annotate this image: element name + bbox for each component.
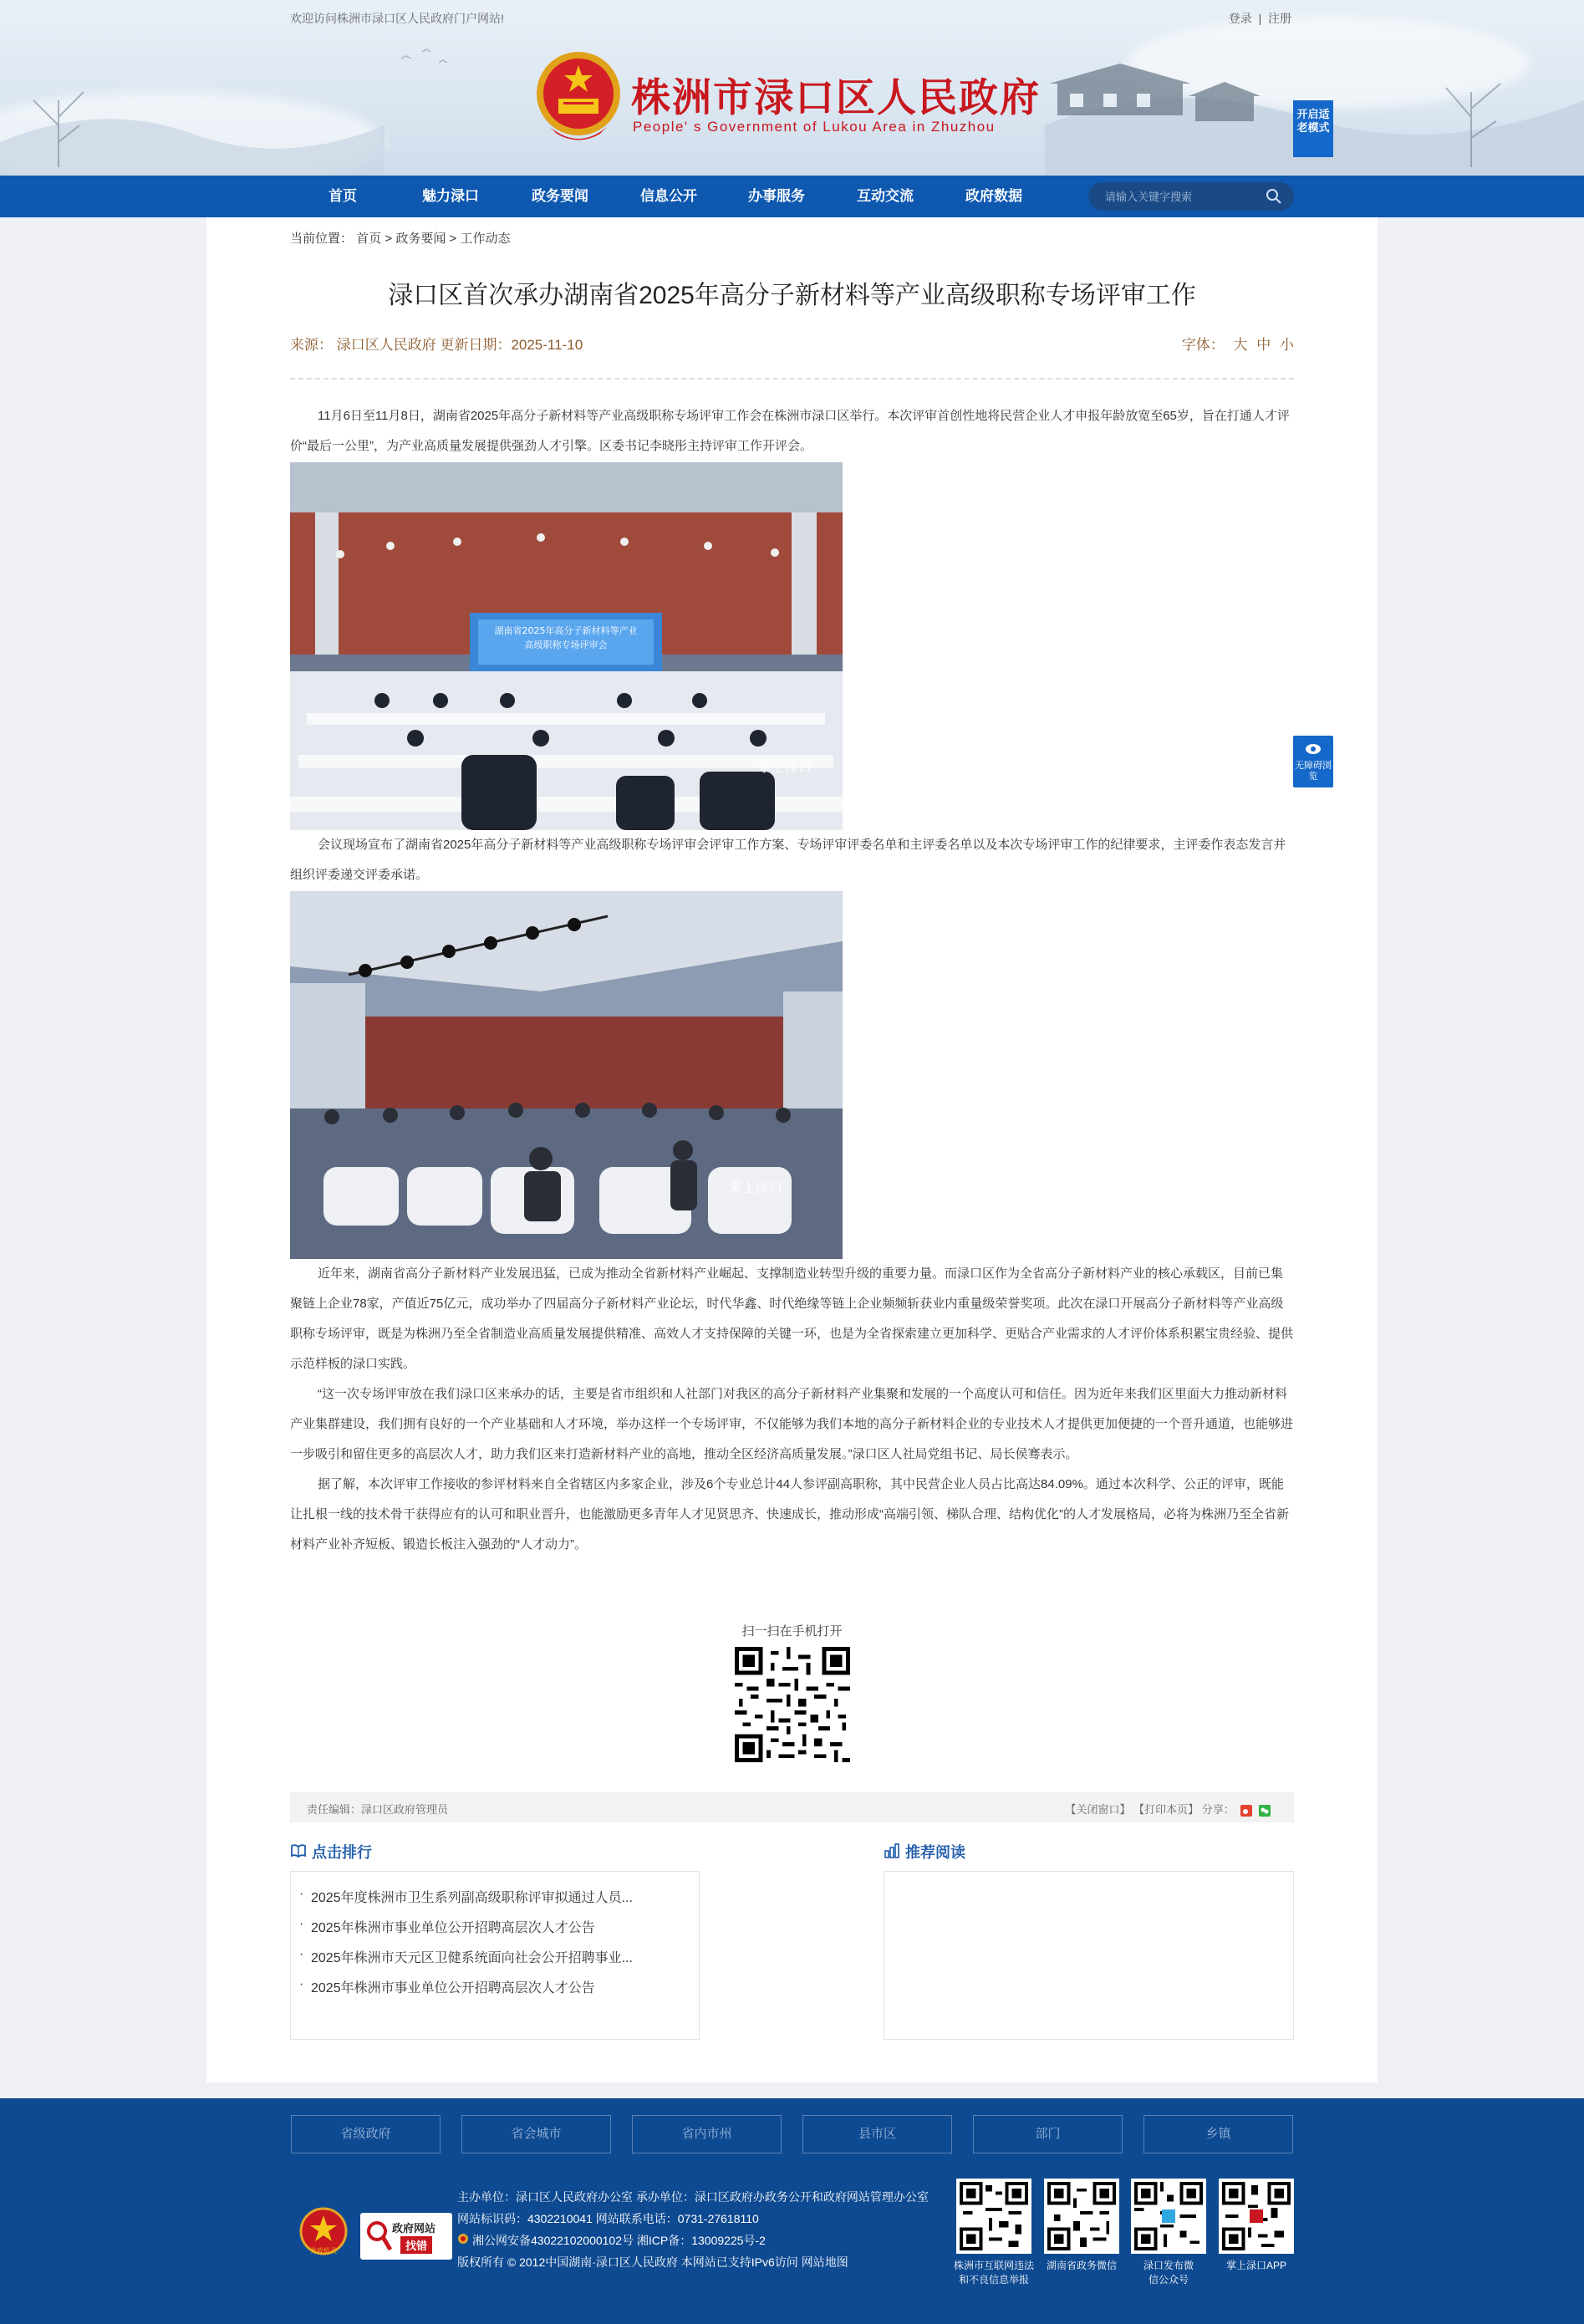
account-links <box>1229 10 1291 27</box>
bar-chart-icon <box>884 1842 900 1859</box>
breadcrumb-sep: > <box>449 232 457 246</box>
qr-code-icon <box>960 2182 1028 2250</box>
search-icon[interactable] <box>1266 188 1282 205</box>
screen-text-line1: 湖南省2025年高分子新材料等产业 <box>494 625 638 636</box>
article-toolbar <box>290 1792 1294 1822</box>
article-paragraph: 据了解，本次评审工作接收的参评材料来自全省辖区内多家企业，涉及6个专业总计44人参评副高职称，其中民营企业人员占比高达84.09%。通过本次科学、公正的评审，既能让扎根一线的技术骨干获得应有的认可和职业晋升，也能激励更多青年人才见贤思齐、快速成长，推动形成“高端引领、梯队合理、结构优化”的人才发展格局，必将为株洲乃至全省新材料产业补齐短板、锻造长板注入强劲的“人才动力”。 <box>290 1477 1289 1552</box>
article-paragraph: “这一次专场评审放在我们渌口区来承办的话，主要是省市组织和人社部门对我区的高分子新材料产业集聚和发展的一个高度认可和信任。因为近年来我们区里面大力推动新材料产业集群建设，我们拥有良好的一个产业基础和人才环境，举办这样一个专场评审，不仅能够为我们本地的高分子新材料企业的专业技术人才提供更加便捷的一个晋升通道，也能够进一步吸引和留住更多的高层次人才，助力我们区来打造新材料产业的高地，推动全区经济高质量发展。”渌口区人社局党组书记、局长侯骞表示。 <box>290 1387 1294 1461</box>
footer-qr-lukou-wechat <box>1131 2179 1206 2254</box>
report-error-badge[interactable] <box>360 2213 452 2260</box>
footer-copyright: 版权所有 © 2012中国湖南·渌口区人民政府 本网站已支持IPv6访问 网站地图 <box>457 2255 848 2269</box>
error-badge-line1: 政府网站 <box>392 2222 436 2235</box>
footer-link-towns[interactable]: 乡镇 <box>1143 2115 1293 2153</box>
eye-icon <box>1305 742 1322 756</box>
police-badge-icon <box>457 2233 469 2245</box>
font-size-label: 字体： <box>1181 337 1225 353</box>
article-meta: 来源： 渌口区人民政府 更新日期：2025-11-10 <box>290 337 583 353</box>
national-emblem-icon <box>533 50 624 146</box>
recommend-list <box>884 1871 1294 2040</box>
rank-item[interactable]: · 2025年株洲市天元区卫健系统面向社会公开招聘事业... <box>311 1947 633 1966</box>
qr-code-icon <box>1222 2182 1291 2250</box>
recommend-section-title: 推荐阅读 <box>905 1844 965 1861</box>
font-size-large[interactable]: 大 <box>1233 337 1248 353</box>
qr-caption-lukou-wechat: 渌口发布微信公众号 <box>1143 2260 1194 2286</box>
qr-caption-app: 掌上渌口APP <box>1225 2260 1286 2271</box>
rank-item[interactable]: · 2025年株洲市事业单位公开招聘高层次人才公告 <box>311 1917 595 1936</box>
footer-icp <box>457 2232 766 2249</box>
article-paragraph: 11月6日至11月8日，湖南省2025年高分子新材料等产业高级职称专场评审工作会在株洲市渌口区举行。本次评审首创性地将民营企业人才申报年龄放宽至65岁，旨在打通人才评价“最后一公里”，为产业高质量发展提供强劲人才引擎。区委书记李晓彤主持评审工作开评会。 <box>290 409 1290 453</box>
print-page-link[interactable]: 【打印本页】 <box>1133 1803 1199 1816</box>
font-size-medium[interactable]: 中 <box>1256 337 1271 353</box>
separator: | <box>1255 12 1266 25</box>
login-link[interactable]: 登录 <box>1228 12 1252 25</box>
photo-watermark: 掌上渌口 <box>758 759 812 775</box>
wechat-share-icon[interactable] <box>1259 1805 1271 1817</box>
site-title: 株洲市渌口区人民政府 <box>631 75 1041 121</box>
footer-qr-app <box>1219 2179 1294 2254</box>
breadcrumb-prefix: 当前位置： <box>290 232 354 246</box>
nav-item-data[interactable]: 政府数据 <box>965 188 1022 204</box>
party-government-badge-icon[interactable] <box>299 2207 348 2259</box>
nav-item-charm[interactable]: 魅力渌口 <box>422 188 479 204</box>
book-icon <box>290 1842 307 1859</box>
photo-watermark: 掌上渌口 <box>729 1180 783 1195</box>
qr-caption-report: 株洲市互联网违法和不良信息举报 <box>953 2260 1034 2286</box>
footer-link-counties[interactable]: 县市区 <box>802 2115 952 2153</box>
divider <box>290 378 1294 380</box>
search-box <box>1088 182 1294 211</box>
qr-caption-wechat-province: 湖南省政务微信 <box>1046 2260 1117 2271</box>
footer-qr-wechat-province <box>1044 2179 1119 2254</box>
font-size-switcher <box>1182 333 1294 354</box>
footer-link-capital[interactable]: 省会城市 <box>461 2115 611 2153</box>
main-nav <box>0 176 1584 217</box>
article-tools <box>1065 1801 1271 1817</box>
font-size-small[interactable]: 小 <box>1280 337 1294 353</box>
close-window-link[interactable]: 【关闭窗口】 <box>1065 1803 1131 1816</box>
footer-icp-text: 湘公网安备43022102000102号 湘ICP备：13009225号-2 <box>472 2234 766 2247</box>
register-link[interactable]: 注册 <box>1268 12 1291 25</box>
breadcrumb-sep: > <box>385 232 393 246</box>
error-badge-line2: 找错 <box>400 2236 432 2254</box>
rank-item[interactable]: · 2025年度株洲市卫生系列副高级职称评审拟通过人员... <box>311 1887 633 1906</box>
breadcrumb-home[interactable]: 首页 <box>356 232 382 246</box>
qr-code-icon <box>735 1647 850 1762</box>
weibo-share-icon[interactable] <box>1240 1805 1252 1817</box>
rank-item[interactable]: · 2025年株洲市事业单位公开招聘高层次人才公告 <box>311 1977 595 1996</box>
accessibility-button[interactable] <box>1293 736 1333 787</box>
badge-caption: 党政机关 <box>310 2247 337 2255</box>
breadcrumb-work[interactable]: 工作动态 <box>460 232 511 246</box>
qr-code-icon <box>1047 2182 1116 2250</box>
nav-item-disclosure[interactable]: 信息公开 <box>640 188 697 204</box>
search-input[interactable] <box>1103 187 1254 206</box>
nav-item-interaction[interactable]: 互动交流 <box>857 188 914 204</box>
footer-organizer: 主办单位：渌口区人民政府办公室 承办单位：渌口区政府办政务公开和政府网站管理办公室 <box>457 2190 929 2204</box>
screen-text-line2: 高级职称专场评审会 <box>524 640 608 650</box>
qr-code-icon <box>1134 2182 1203 2250</box>
footer-link-province[interactable]: 省级政府 <box>291 2115 441 2153</box>
nav-item-news[interactable]: 政务要闻 <box>532 188 588 204</box>
article-photo-meeting-opening <box>290 462 843 830</box>
article-paragraph: 会议现场宣布了湖南省2025年高分子新材料等产业高级职称专场评审会评审工作方案、专场评审评委名单和主评委名单以及本次专场评审工作的纪律要求，主评委作表态发言并组织评委递交评委承诺。 <box>290 838 1286 882</box>
breadcrumb <box>290 229 510 247</box>
elder-mode-button[interactable]: 开启适老模式 <box>1293 100 1333 157</box>
breadcrumb-news[interactable]: 政务要闻 <box>395 232 446 246</box>
article-paragraph: 近年来，湖南省高分子新材料产业发展迅猛，已成为推动全省新材料产业崛起、支撑制造业转型升级的重要力量。而渌口区作为全省高分子新材料产业的核心承载区，目前已集聚链上企业78家，产值近75亿元，成功举办了四届高分子新材料产业论坛，时代华鑫、时代绝缘等链上企业频频斩获业内重量级荣誉奖项。此次在渌口开展高分子新材料等产业高级职称专场评审，既是为株洲乃至全省制造业高质量发展提供精准、高效人才支持保障的关键一环，也是为全省探索建立更加科学、更贴合产业需求的人才评价体系积累宝贵经验、提供示范样板的渌口实践。 <box>290 1266 1294 1371</box>
article-photo-audience <box>290 891 843 1259</box>
footer-link-departments[interactable]: 部门 <box>973 2115 1123 2153</box>
accessibility-label: 无障碍浏览 <box>1295 761 1332 782</box>
editor-name: 责任编辑：渌口区政府管理员 <box>307 1803 449 1816</box>
share-label: 分享： <box>1201 1803 1235 1816</box>
welcome-text: 欢迎访问株洲市渌口区人民政府门户网站! <box>290 12 504 25</box>
site-header <box>0 0 1584 176</box>
footer-site-id: 网站标识码：4302210041 网站联系电话：0731-27618110 <box>457 2212 759 2225</box>
magnifier-icon <box>365 2220 392 2253</box>
site-footer <box>0 2098 1584 2324</box>
site-subtitle: People' s Government of Lukou Area in Zhuzhou <box>633 119 996 135</box>
article-container <box>206 217 1378 2082</box>
footer-link-cities[interactable]: 省内市州 <box>632 2115 782 2153</box>
footer-qr-report <box>956 2179 1031 2254</box>
rank-section-title: 点击排行 <box>312 1844 372 1861</box>
article-title: 渌口区首次承办湖南省2025年高分子新材料等产业高级职称专场评审工作 <box>388 282 1196 309</box>
nav-item-services[interactable]: 办事服务 <box>748 188 805 204</box>
nav-item-home[interactable]: 首页 <box>329 188 357 204</box>
qr-caption: 扫一扫在手机打开 <box>741 1624 843 1639</box>
rank-list <box>290 1871 700 2040</box>
